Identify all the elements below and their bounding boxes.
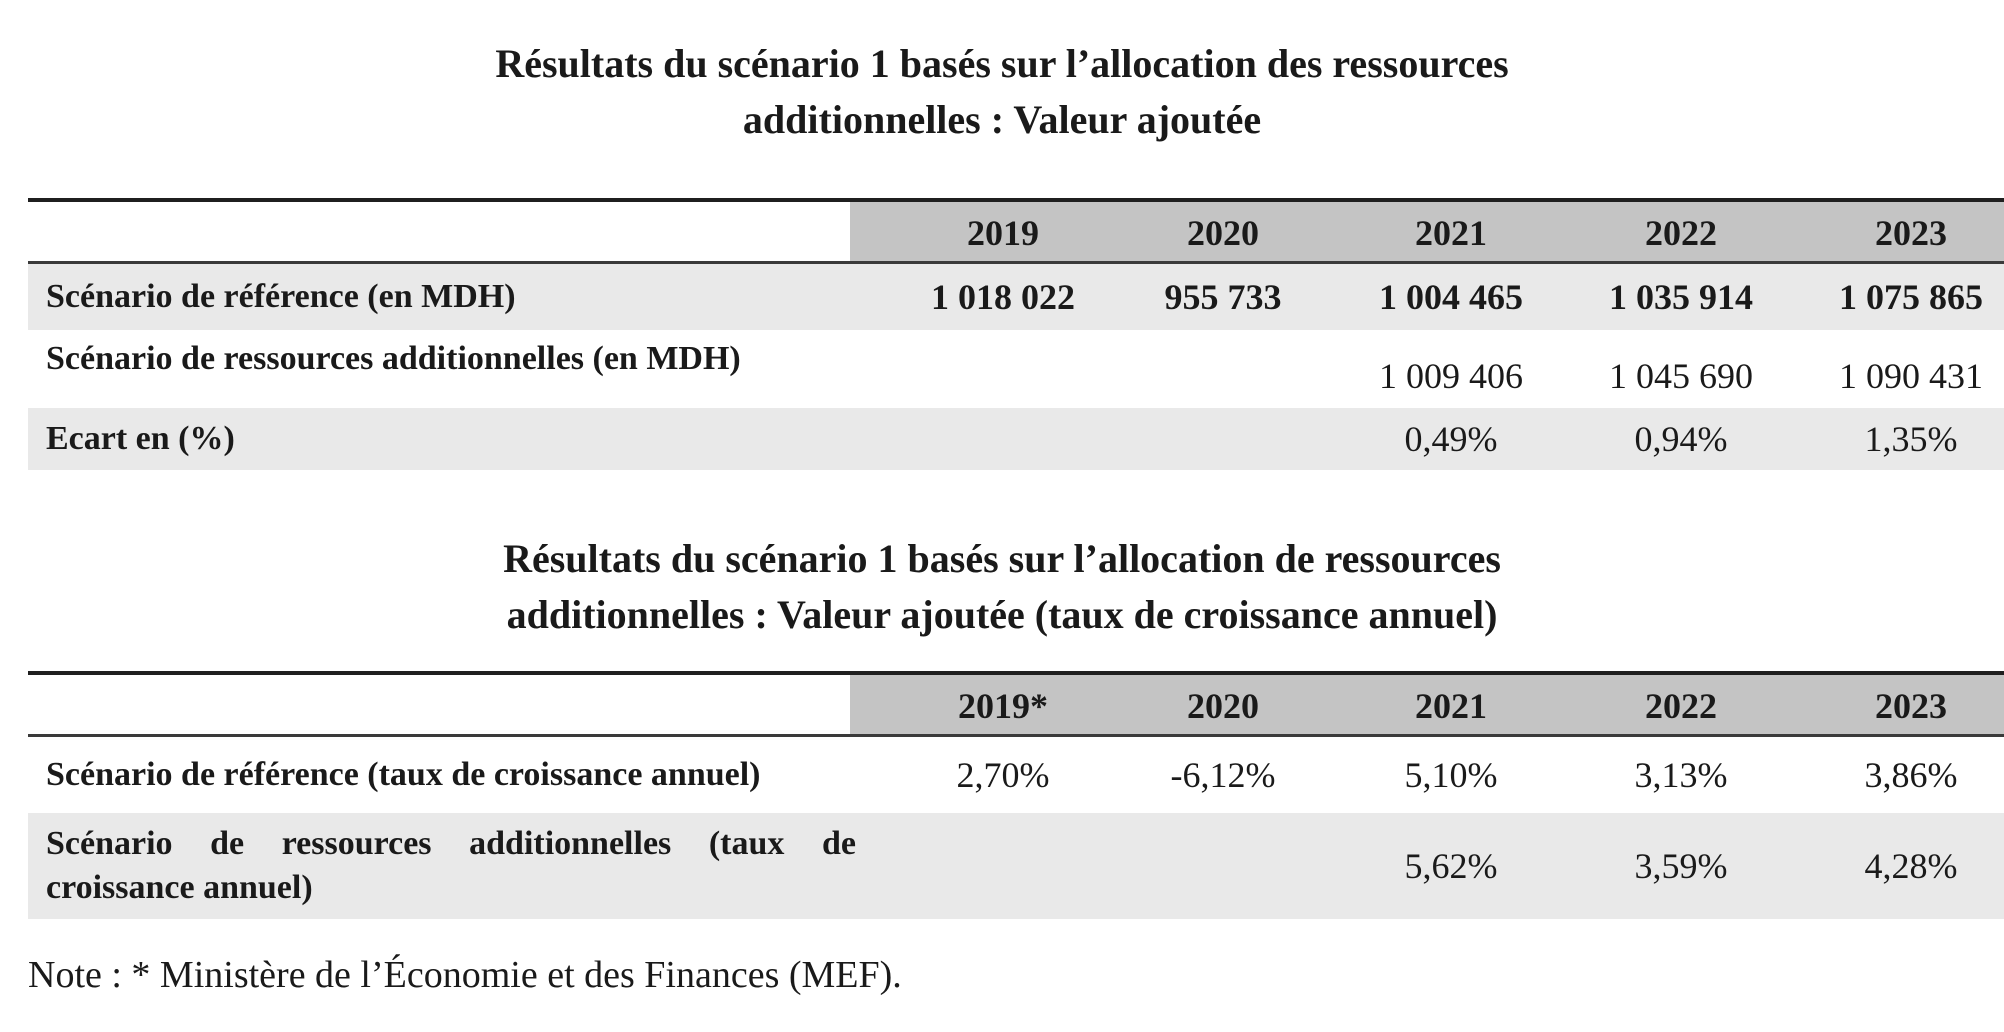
table-cell	[1128, 330, 1318, 408]
row-label: Scénario de référence (en MDH)	[46, 278, 516, 315]
table1-title	[0, 36, 2004, 148]
table-cell: 3,86%	[1864, 755, 1958, 795]
table2-title-line2: additionnelles : Valeur ajoutée (taux de croissance annuel)	[506, 592, 1498, 637]
table-cell: 1 090 431	[1839, 356, 1983, 396]
row-label: Scénario de référence (taux de croissance annuel)	[46, 756, 761, 793]
table-cell: -6,12%	[1170, 755, 1276, 795]
table-cell: 4,28%	[1864, 846, 1958, 886]
table1-year-2021: 2021	[1415, 213, 1487, 253]
row-label-line2: croissance annuel)	[46, 869, 313, 906]
table-cell: 5,10%	[1404, 755, 1498, 795]
table2-header-row	[28, 675, 2004, 737]
table-row	[28, 813, 2004, 919]
table-row	[28, 408, 2004, 470]
table-cell: 0,49%	[1404, 419, 1498, 459]
table-cell	[908, 330, 1098, 408]
table1	[28, 198, 2004, 470]
table-cell: 0,94%	[1634, 419, 1728, 459]
table2-year-2020: 2020	[1187, 686, 1259, 726]
table2-year-2023: 2023	[1875, 686, 1947, 726]
table-cell	[908, 813, 1098, 919]
table1-title-line1: Résultats du scénario 1 basés sur l’allocation des ressources	[495, 41, 1509, 86]
table2-year-2021: 2021	[1415, 686, 1487, 726]
table2-year-2022: 2022	[1645, 686, 1717, 726]
table2-year-2019: 2019*	[958, 686, 1048, 726]
table-cell: 1 075 865	[1839, 277, 1983, 317]
table1-year-2020: 2020	[1187, 213, 1259, 253]
table-cell: 1 035 914	[1609, 277, 1753, 317]
table-cell: 5,62%	[1404, 846, 1498, 886]
table-cell	[1128, 813, 1318, 919]
row-label-line1: Scénario de ressources additionnelles (taux de	[46, 825, 856, 862]
table2-title-line1: Résultats du scénario 1 basés sur l’allocation de ressources	[503, 536, 1501, 581]
row-label: Ecart en (%)	[46, 420, 235, 457]
table-row	[28, 264, 2004, 330]
table-cell: 955 733	[1164, 277, 1282, 317]
table-cell: 1 018 022	[931, 277, 1075, 317]
table1-year-2019: 2019	[967, 213, 1039, 253]
table-cell: 3,59%	[1634, 846, 1728, 886]
table2-title	[0, 531, 2004, 643]
table-row	[28, 737, 2004, 813]
footnote: Note : * Ministère de l’Économie et des Finances (MEF).	[28, 954, 902, 996]
table-cell: 1,35%	[1864, 419, 1958, 459]
table1-header-row	[28, 202, 2004, 264]
table1-year-2023: 2023	[1875, 213, 1947, 253]
table1-title-line2: additionnelles : Valeur ajoutée	[742, 97, 1262, 142]
table-cell: 3,13%	[1634, 755, 1728, 795]
table1-year-2022: 2022	[1645, 213, 1717, 253]
table-row	[28, 330, 2004, 408]
table-cell: 1 004 465	[1379, 277, 1523, 317]
table-cell	[908, 408, 1098, 470]
table2	[28, 671, 2004, 919]
table-cell	[1128, 408, 1318, 470]
row-label: Scénario de ressources additionnelles (en MDH)	[46, 340, 741, 377]
table-cell: 1 009 406	[1379, 356, 1523, 396]
table-cell: 1 045 690	[1609, 356, 1753, 396]
table-cell: 2,70%	[956, 755, 1050, 795]
row-label	[46, 813, 856, 919]
